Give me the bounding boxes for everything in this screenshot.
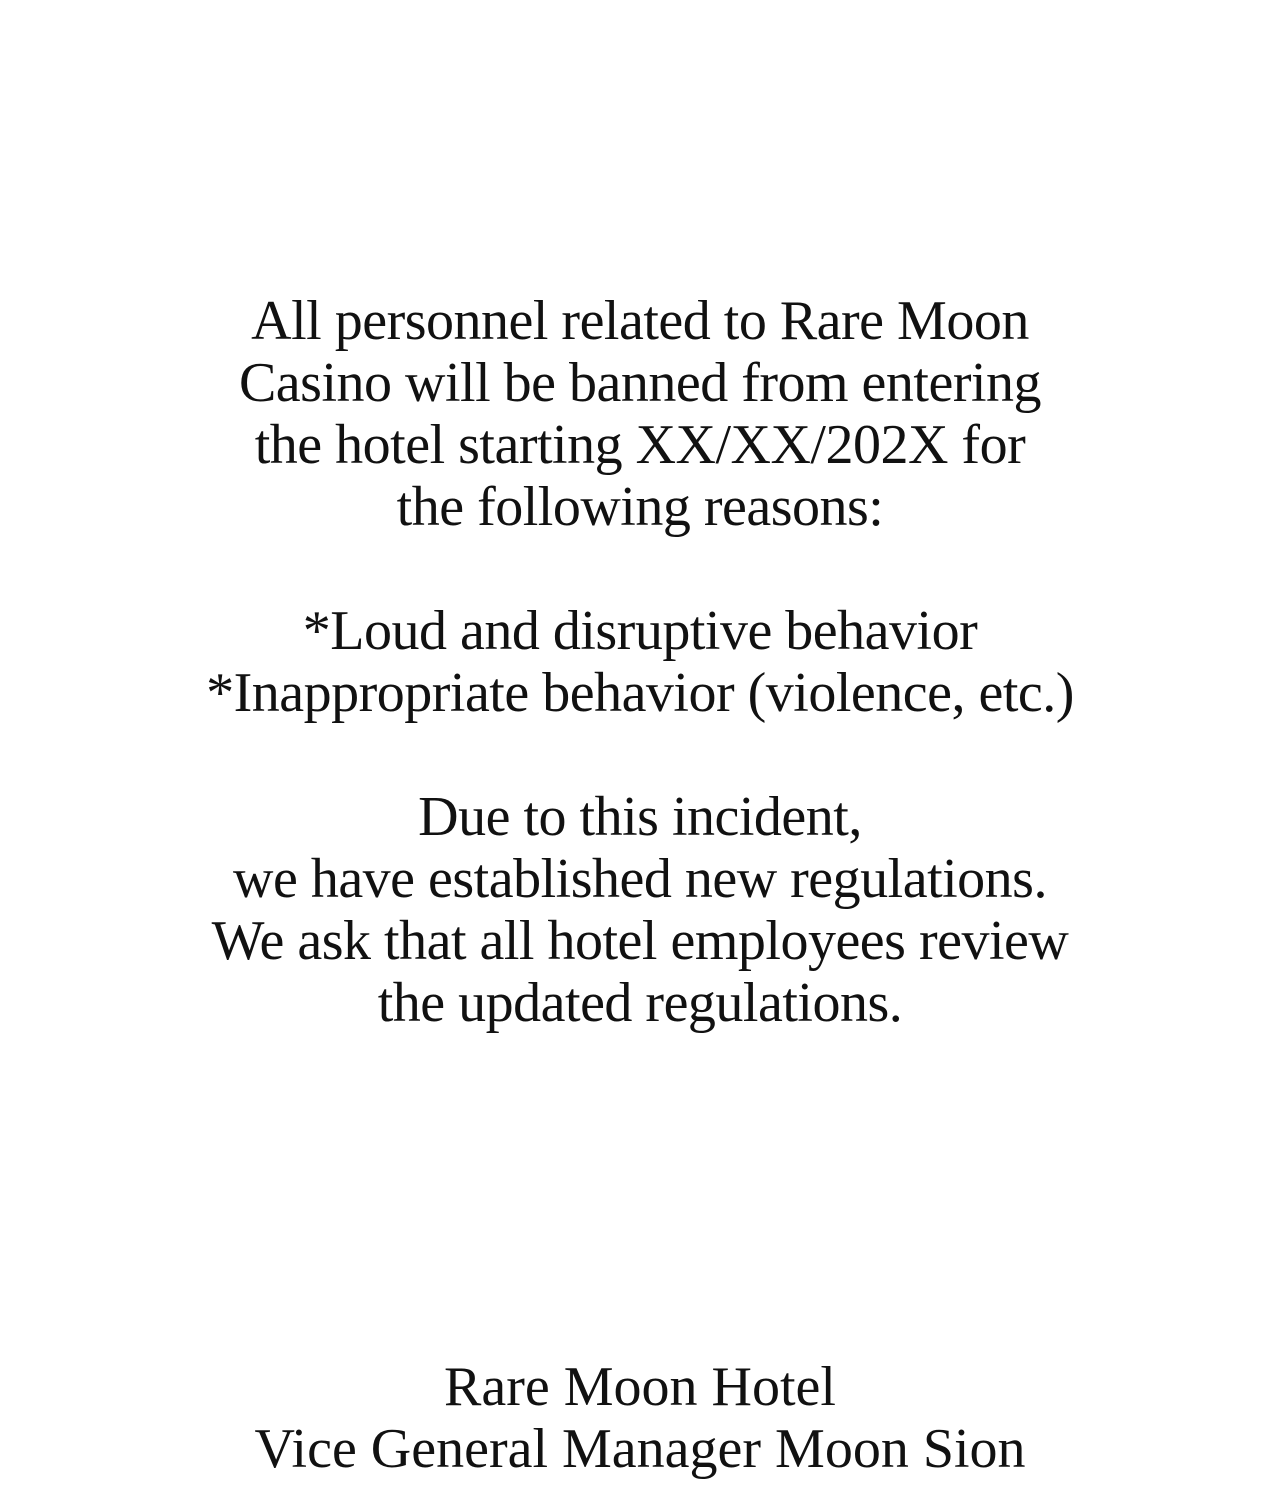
followup-line: the updated regulations. [377,972,903,1034]
notice-body [0,290,1280,1034]
reason-item: *Inappropriate behavior (violence, etc.) [206,662,1074,724]
followup-line: we have established new regulations. [233,848,1047,910]
signature-block [0,1356,1280,1480]
intro-line: All personnel related to Rare Moon [251,290,1029,352]
followup-paragraph [0,786,1280,1034]
signature-signer: Vice General Manager Moon Sion [254,1418,1026,1480]
intro-line: the following reasons: [396,476,884,538]
paragraph-spacer [0,724,1280,786]
signature-organization: Rare Moon Hotel [444,1356,836,1418]
intro-paragraph [0,290,1280,538]
intro-line: the hotel starting XX/XX/202X for [254,414,1026,476]
followup-line: Due to this incident, [418,786,862,848]
paragraph-spacer [0,538,1280,600]
reasons-list [0,600,1280,724]
reason-item: *Loud and disruptive behavior [302,600,978,662]
followup-line: We ask that all hotel employees review [211,910,1069,972]
intro-line: Casino will be banned from entering [238,352,1042,414]
